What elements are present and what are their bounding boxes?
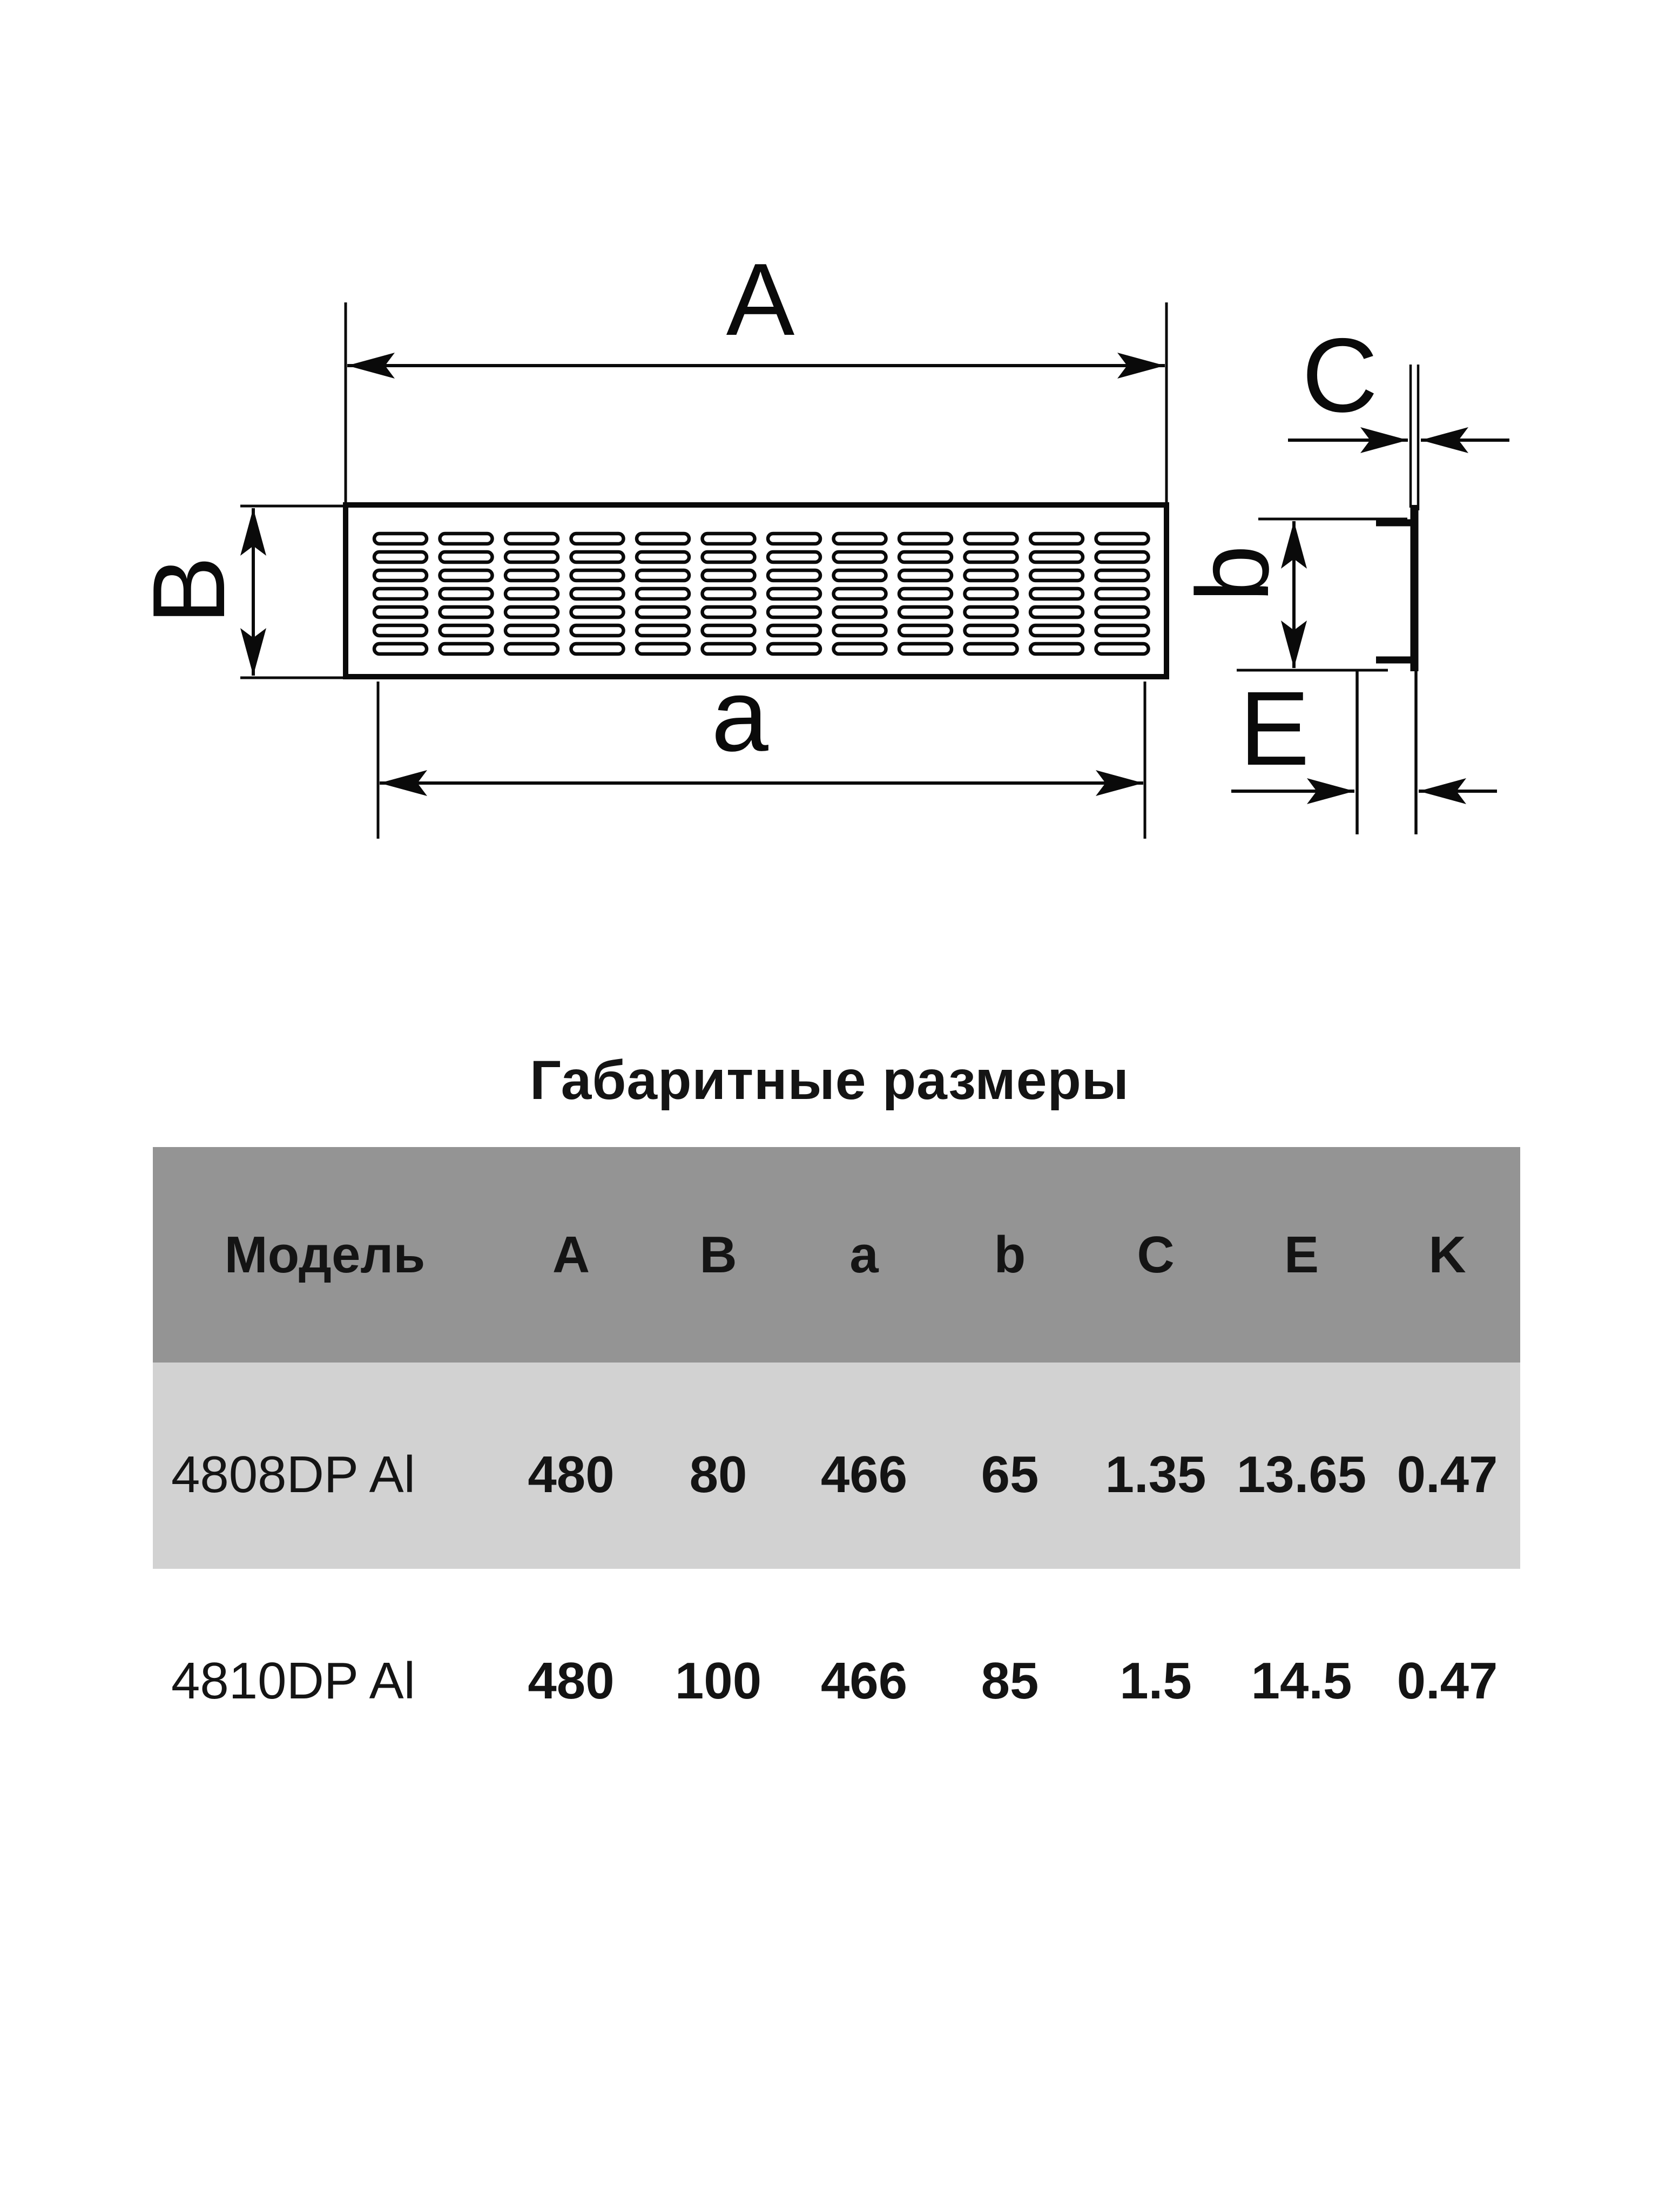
- grille-slot: [899, 570, 952, 581]
- grille-slot: [834, 644, 886, 654]
- grille-slot: [1030, 570, 1083, 581]
- grille-slot: [1096, 589, 1149, 599]
- grille-slot: [703, 589, 755, 599]
- grille-slot: [374, 534, 427, 544]
- grille-slot: [1096, 625, 1149, 636]
- table-title: Габаритные размеры: [530, 1049, 1129, 1111]
- grille-slot: [965, 552, 1017, 562]
- grille-slot: [374, 570, 427, 581]
- grille-slot: [374, 644, 427, 654]
- grille-slot: [637, 607, 689, 617]
- grille-slot: [834, 552, 886, 562]
- grille-slot: [1096, 607, 1149, 617]
- grille-slot: [637, 625, 689, 636]
- value-cell-E: 13.65: [1236, 1446, 1367, 1503]
- grille-slot: [505, 644, 558, 654]
- grille-slot: [899, 589, 952, 599]
- grille-slot: [1030, 552, 1083, 562]
- grille-slot: [1096, 570, 1149, 581]
- grille-slot: [637, 644, 689, 654]
- header-cell-A: A: [552, 1225, 590, 1284]
- grille-slot: [703, 607, 755, 617]
- grille-slot: [637, 589, 689, 599]
- grille-slot: [768, 552, 820, 562]
- table-row: [153, 1363, 1520, 1569]
- grille-slot: [834, 625, 886, 636]
- dim-label-B: B: [132, 556, 246, 625]
- grille-slot: [1096, 552, 1149, 562]
- grille-slot: [505, 570, 558, 581]
- grille-slot: [1030, 589, 1083, 599]
- value-cell-E: 14.5: [1251, 1651, 1352, 1710]
- grille-slot: [440, 534, 493, 544]
- grille-slot: [834, 570, 886, 581]
- grille-slot: [899, 552, 952, 562]
- grille-slot: [374, 607, 427, 617]
- grille-slot: [1030, 607, 1083, 617]
- table-header-row: [153, 1147, 1520, 1363]
- model-cell: 4808DP Al: [171, 1446, 415, 1503]
- value-cell-C: 1.5: [1120, 1651, 1192, 1710]
- grille-slot: [834, 534, 886, 544]
- dim-label-A: A: [726, 242, 795, 357]
- dim-label-b: b: [1176, 545, 1290, 602]
- grille-slot: [505, 552, 558, 562]
- grille-slot: [440, 607, 493, 617]
- grille-slot: [571, 607, 624, 617]
- grille-slot: [899, 534, 952, 544]
- dim-label-E: E: [1239, 670, 1310, 787]
- grille-slot: [440, 625, 493, 636]
- grille-slot: [1030, 644, 1083, 654]
- grille-slot: [571, 570, 624, 581]
- table-row: [153, 1569, 1520, 1793]
- value-cell-K: 0.47: [1397, 1446, 1498, 1503]
- value-cell-A: 480: [528, 1446, 615, 1503]
- value-cell-a: 466: [820, 1446, 908, 1503]
- header-cell-b: b: [994, 1225, 1026, 1284]
- grille-slots: [374, 534, 1149, 654]
- grille-slot: [703, 534, 755, 544]
- dim-label-C: C: [1301, 316, 1378, 434]
- grille-slot: [571, 552, 624, 562]
- grille-slot: [374, 625, 427, 636]
- grille-slot: [965, 534, 1017, 544]
- grille-slot: [1030, 534, 1083, 544]
- grille-slot: [505, 607, 558, 617]
- grille-slot: [1030, 625, 1083, 636]
- grille-slot: [637, 552, 689, 562]
- header-cell-K: K: [1428, 1225, 1466, 1284]
- grille-slot: [834, 589, 886, 599]
- grille-slot: [703, 570, 755, 581]
- dim-label-a: a: [711, 658, 768, 773]
- grille-slot: [965, 625, 1017, 636]
- grille-slot: [637, 534, 689, 544]
- grille-slot: [440, 589, 493, 599]
- dimension-drawing: [0, 0, 1659, 972]
- grille-slot: [965, 607, 1017, 617]
- grille-slot: [965, 589, 1017, 599]
- value-cell-b: 85: [981, 1651, 1039, 1710]
- value-cell-a: 466: [820, 1651, 908, 1710]
- model-cell: 4810DP Al: [171, 1651, 415, 1710]
- value-cell-B: 100: [675, 1651, 762, 1710]
- value-cell-b: 65: [981, 1446, 1039, 1503]
- grille-slot: [374, 589, 427, 599]
- value-cell-B: 80: [689, 1446, 747, 1503]
- grille-slot: [505, 625, 558, 636]
- header-cell-C: C: [1137, 1225, 1175, 1284]
- value-cell-K: 0.47: [1397, 1651, 1498, 1710]
- grille-slot: [374, 552, 427, 562]
- grille-slot: [571, 589, 624, 599]
- grille-slot: [571, 625, 624, 636]
- header-cell-E: E: [1284, 1225, 1319, 1284]
- grille-slot: [768, 644, 820, 654]
- grille-slot: [768, 607, 820, 617]
- grille-slot: [1096, 644, 1149, 654]
- grille-slot: [703, 625, 755, 636]
- grille-slot: [899, 644, 952, 654]
- grille-slot: [768, 534, 820, 544]
- grille-slot: [768, 589, 820, 599]
- grille-slot: [965, 570, 1017, 581]
- grille-slot: [1096, 534, 1149, 544]
- value-cell-A: 480: [528, 1651, 615, 1710]
- grille-slot: [834, 607, 886, 617]
- grille-slot: [899, 607, 952, 617]
- grille-slot: [703, 644, 755, 654]
- grille-slot: [571, 534, 624, 544]
- header-cell-a: a: [849, 1225, 879, 1284]
- grille-slot: [899, 625, 952, 636]
- grille-slot: [768, 625, 820, 636]
- grille-slot: [440, 552, 493, 562]
- grille-slot: [440, 570, 493, 581]
- grille-slot: [965, 644, 1017, 654]
- grille-slot: [505, 589, 558, 599]
- grille-slot: [768, 570, 820, 581]
- grille-slot: [637, 570, 689, 581]
- value-cell-C: 1.35: [1105, 1446, 1206, 1503]
- grille-slot: [440, 644, 493, 654]
- header-cell-Модель: Модель: [224, 1225, 426, 1284]
- grille-slot: [505, 534, 558, 544]
- header-cell-B: B: [699, 1225, 737, 1284]
- grille-slot: [703, 552, 755, 562]
- grille-slot: [571, 644, 624, 654]
